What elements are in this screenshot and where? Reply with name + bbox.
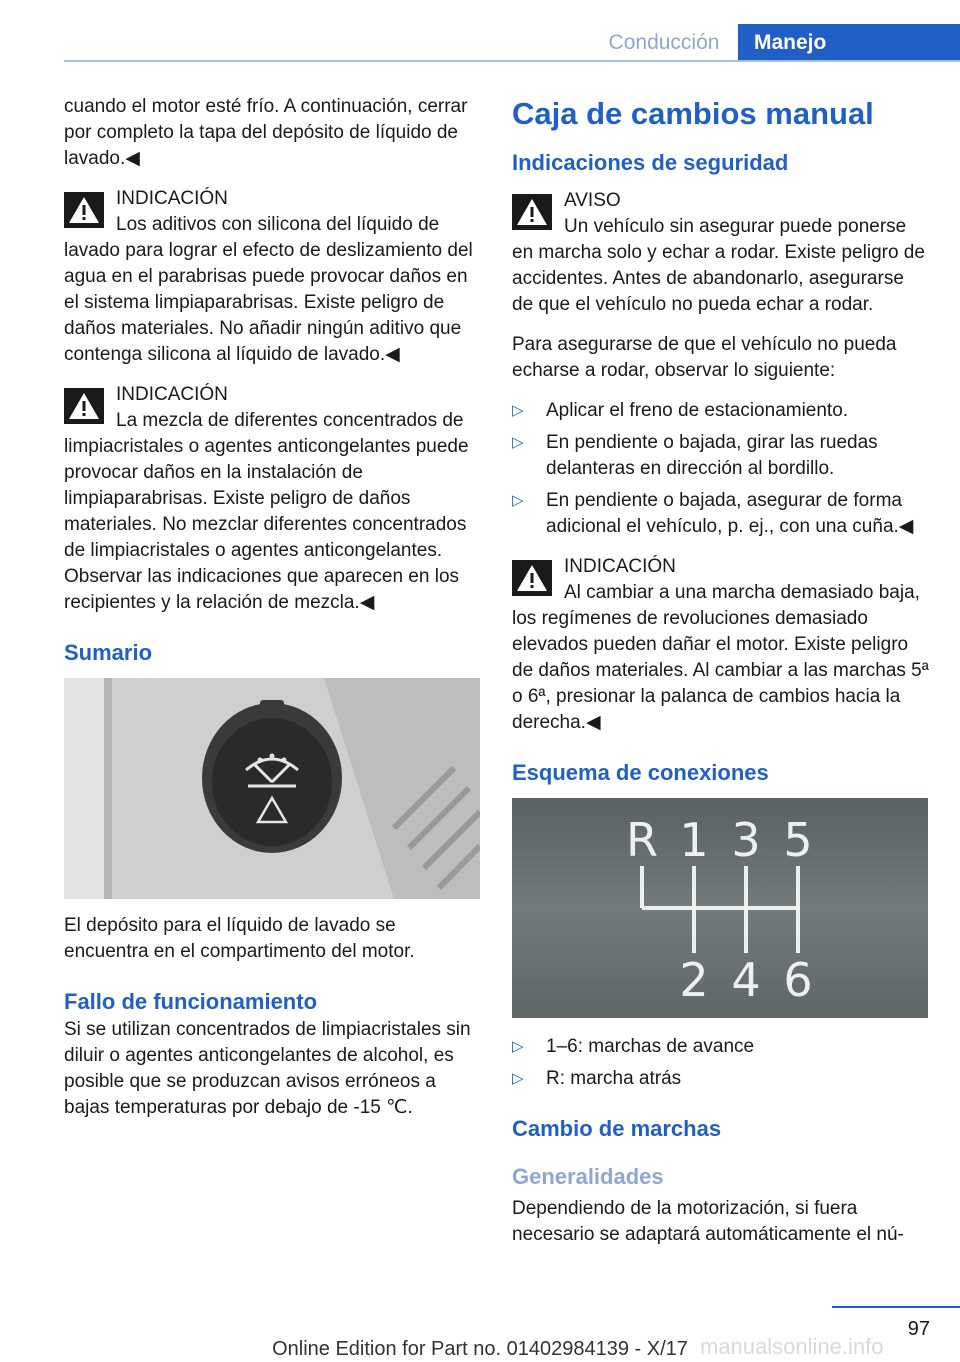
note-title: INDICACIÓN <box>116 188 228 209</box>
list-item: ▷ Aplicar el freno de estacionamiento. <box>512 398 930 424</box>
heading-generalidades: Generalidades <box>512 1164 664 1189</box>
heading-cambio: Cambio de marchas <box>512 1116 722 1141</box>
gear-label-4: 4 <box>731 953 761 1007</box>
shift-pattern-diagram <box>512 798 928 1018</box>
note-title: INDICACIÓN <box>564 556 676 577</box>
gear-label-6: 6 <box>783 953 813 1007</box>
footer-divider <box>832 1306 960 1308</box>
header-divider <box>64 60 960 62</box>
note-body: Al cambiar a una marcha demasiado baja, los regímenes de revoluciones demasiado elevados pueden dañar el motor. Existe peligro de daños materiales. Al cambiar a las marchas 5ª o 6ª, presionar la palanca de cambios hacia la derecha.◀ <box>512 582 929 733</box>
list-item: ▷ 1–6: marchas de avance <box>512 1034 930 1060</box>
section-title: Caja de cambios manual <box>512 96 874 131</box>
note-mezcla <box>64 382 480 616</box>
gear-label-2: 2 <box>679 953 709 1007</box>
photo-caption: El depósito para el líquido de lavado se encuentra en el compartimento del motor. <box>64 915 415 962</box>
warning-icon <box>512 194 552 230</box>
gear-label-1: 1 <box>679 813 709 867</box>
triangle-bullet-icon: ▷ <box>512 1038 524 1055</box>
washer-reservoir-photo <box>64 678 480 899</box>
right-column <box>512 94 930 1262</box>
safety-list <box>512 398 930 540</box>
generalidades-paragraph: Dependiendo de la motorización, si fuera necesario se adaptará automáticamente el nú- <box>512 1198 904 1245</box>
warning-icon <box>64 192 104 228</box>
watermark: manualsonline.info <box>700 1334 884 1359</box>
note-marchas <box>512 554 930 736</box>
heading-esquema: Esquema de conexiones <box>512 760 769 785</box>
list-item: ▷ En pendiente o bajada, asegurar de forma adicional el vehículo, p. ej., con una cuña.◀ <box>512 490 914 537</box>
gear-label-r: R <box>626 813 658 867</box>
gear-list <box>512 1034 930 1092</box>
note-body: Un vehículo sin asegurar puede ponerse en marcha solo y echar a rodar. Existe peligro de accidentes. Antes de abandonarlo, asegurarse de que el vehículo no pueda echar a rodar. <box>512 216 925 315</box>
edition-footer: Online Edition for Part no. 01402984139 - X/17 <box>272 1338 688 1360</box>
triangle-bullet-icon: ▷ <box>512 434 524 451</box>
tab-manejo[interactable]: Manejo <box>738 24 960 62</box>
left-column <box>64 94 480 1135</box>
warning-icon <box>64 388 104 424</box>
note-body: La mezcla de diferentes concentrados de limpiacristales o agentes anticongelantes puede provocar daños en la instalación de limpiaparabrisas. Existe peligro de daños materiales. No mezclar diferentes concentrados de limpiacristales o agentes anticongelantes. Observar las indicaciones que aparecen en los recipientes y la relación de mezcla.◀ <box>64 410 469 613</box>
para-asegurarse: Para asegurarse de que el vehículo no pueda echarse a rodar, observar lo siguiente: <box>512 334 897 381</box>
note-title: AVISO <box>564 190 621 211</box>
note-aviso <box>512 188 930 318</box>
gear-label-3: 3 <box>731 813 761 867</box>
list-item: ▷ En pendiente o bajada, girar las ruedas delanteras en dirección al bordillo. <box>512 432 878 479</box>
intro-paragraph: cuando el motor esté frío. A continuación, cerrar por completo la tapa del depósito de líquido de lavado.◀ <box>64 96 468 169</box>
page-number: 97 <box>907 1318 930 1340</box>
triangle-bullet-icon: ▷ <box>512 1070 524 1087</box>
heading-sumario: Sumario <box>64 640 153 665</box>
triangle-bullet-icon: ▷ <box>512 492 524 509</box>
triangle-bullet-icon: ▷ <box>512 402 524 419</box>
note-body: Los aditivos con silicona del líquido de lavado para lograr el efecto de deslizamiento del agua en el parabrisas puede provocar daños en el sistema limpiaparabrisas. Existe peligro de daños materiales. No añadir ningún aditivo que contenga silicona al líquido de lavado.◀ <box>64 214 473 365</box>
heading-fallo: Fallo de funcionamiento <box>64 989 318 1014</box>
list-item: ▷ R: marcha atrás <box>512 1066 930 1092</box>
heading-seguridad: Indicaciones de seguridad <box>512 150 789 175</box>
note-silicona <box>64 186 480 368</box>
gear-label-5: 5 <box>783 813 813 867</box>
fallo-paragraph: Si se utilizan concentrados de limpiacristales sin diluir o agentes anticongelantes de alcohol, es posible que se produzcan avisos erróneos a bajas temperaturas por debajo de -15 ℃. <box>64 1019 471 1118</box>
tab-conduccion[interactable]: Conducción <box>608 31 720 54</box>
warning-icon <box>512 560 552 596</box>
note-title: INDICACIÓN <box>116 384 228 405</box>
